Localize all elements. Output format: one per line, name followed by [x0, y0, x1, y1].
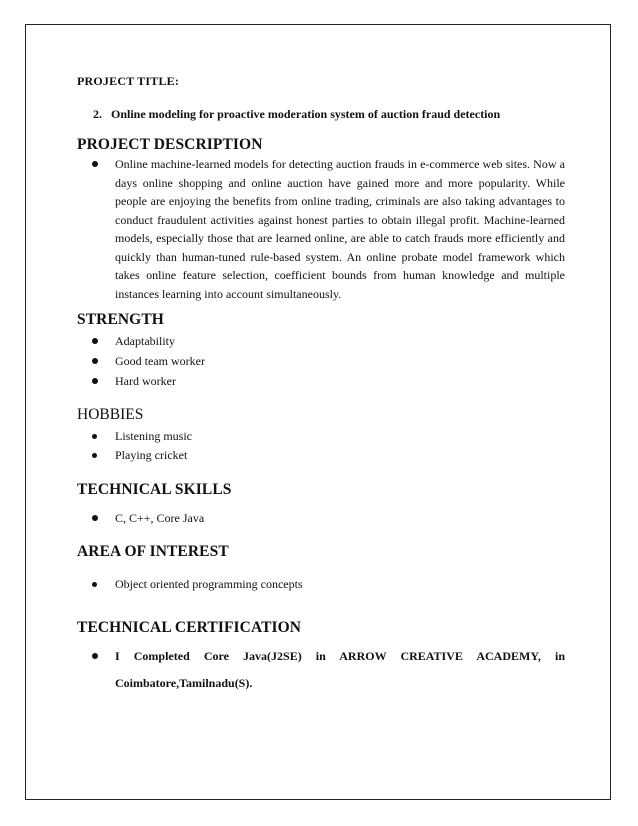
technical-skills-list	[77, 509, 565, 528]
strength-item-text: Good team worker	[115, 354, 205, 368]
bullet-icon	[92, 434, 97, 439]
technical-skills-heading: TECHNICAL SKILLS	[77, 481, 232, 498]
strength-item	[77, 331, 565, 351]
project-title-text: Online modeling for proactive moderation system of auction fraud detection	[111, 107, 501, 121]
bullet-icon	[92, 582, 97, 587]
hobby-item	[77, 446, 565, 465]
project-description-heading: PROJECT DESCRIPTION	[77, 136, 263, 153]
hobby-item-text: Playing cricket	[115, 447, 188, 462]
technical-certification-heading: TECHNICAL CERTIFICATION	[77, 619, 302, 636]
project-description-text: Online machine-learned models for detecting auction frauds in e-commerce web sites. Now a days online shopping and online auction have gained more and more popularity. While people are enjoying the benefits from online trading, criminals are also taking advantages to conduct fraudulent activities against honest parties to obtain illegal profit. Machine-learned models, especially those that are learned online, are able to catch frauds more efficiently and quickly than human-tuned rule-based system. An online probate model framework which takes online feature selection, coefficient bounds from human knowledge and multiple instances learning into account simultaneously.	[115, 157, 565, 301]
certification-text: I Completed Core Java(J2SE) in ARROW CREATIVE ACADEMY, in Coimbatore,Tamilnadu(S).	[115, 649, 565, 690]
project-description-list	[77, 155, 565, 303]
bullet-icon	[92, 358, 98, 364]
skill-item	[77, 509, 565, 528]
technical-certification-list	[77, 643, 565, 697]
strength-item-text: Adaptability	[115, 334, 175, 348]
hobby-item	[77, 427, 565, 446]
area-of-interest-heading: AREA OF INTEREST	[77, 543, 229, 560]
area-of-interest-list	[77, 575, 565, 594]
project-number: 2.	[93, 107, 102, 121]
bullet-icon	[92, 338, 98, 344]
project-title-item	[93, 107, 553, 122]
certification-item	[77, 643, 565, 697]
hobbies-heading: HOBBIES	[77, 406, 144, 423]
strength-item	[77, 351, 565, 371]
strength-list	[77, 331, 565, 391]
strength-item-text: Hard worker	[115, 374, 176, 388]
bullet-icon	[92, 653, 98, 659]
hobbies-list	[77, 427, 565, 464]
interest-item-text: Object oriented programming concepts	[115, 577, 303, 591]
strength-heading: STRENGTH	[77, 311, 164, 328]
interest-item	[77, 575, 565, 594]
bullet-icon	[92, 453, 97, 458]
bullet-icon	[92, 378, 98, 384]
bullet-icon	[92, 515, 98, 521]
bullet-icon	[92, 161, 98, 167]
skill-item-text: C, C++, Core Java	[115, 511, 205, 525]
strength-item	[77, 371, 565, 391]
hobby-item-text: Listening music	[115, 429, 192, 443]
project-title-label: PROJECT TITLE:	[77, 74, 180, 88]
project-description-item	[77, 155, 565, 303]
